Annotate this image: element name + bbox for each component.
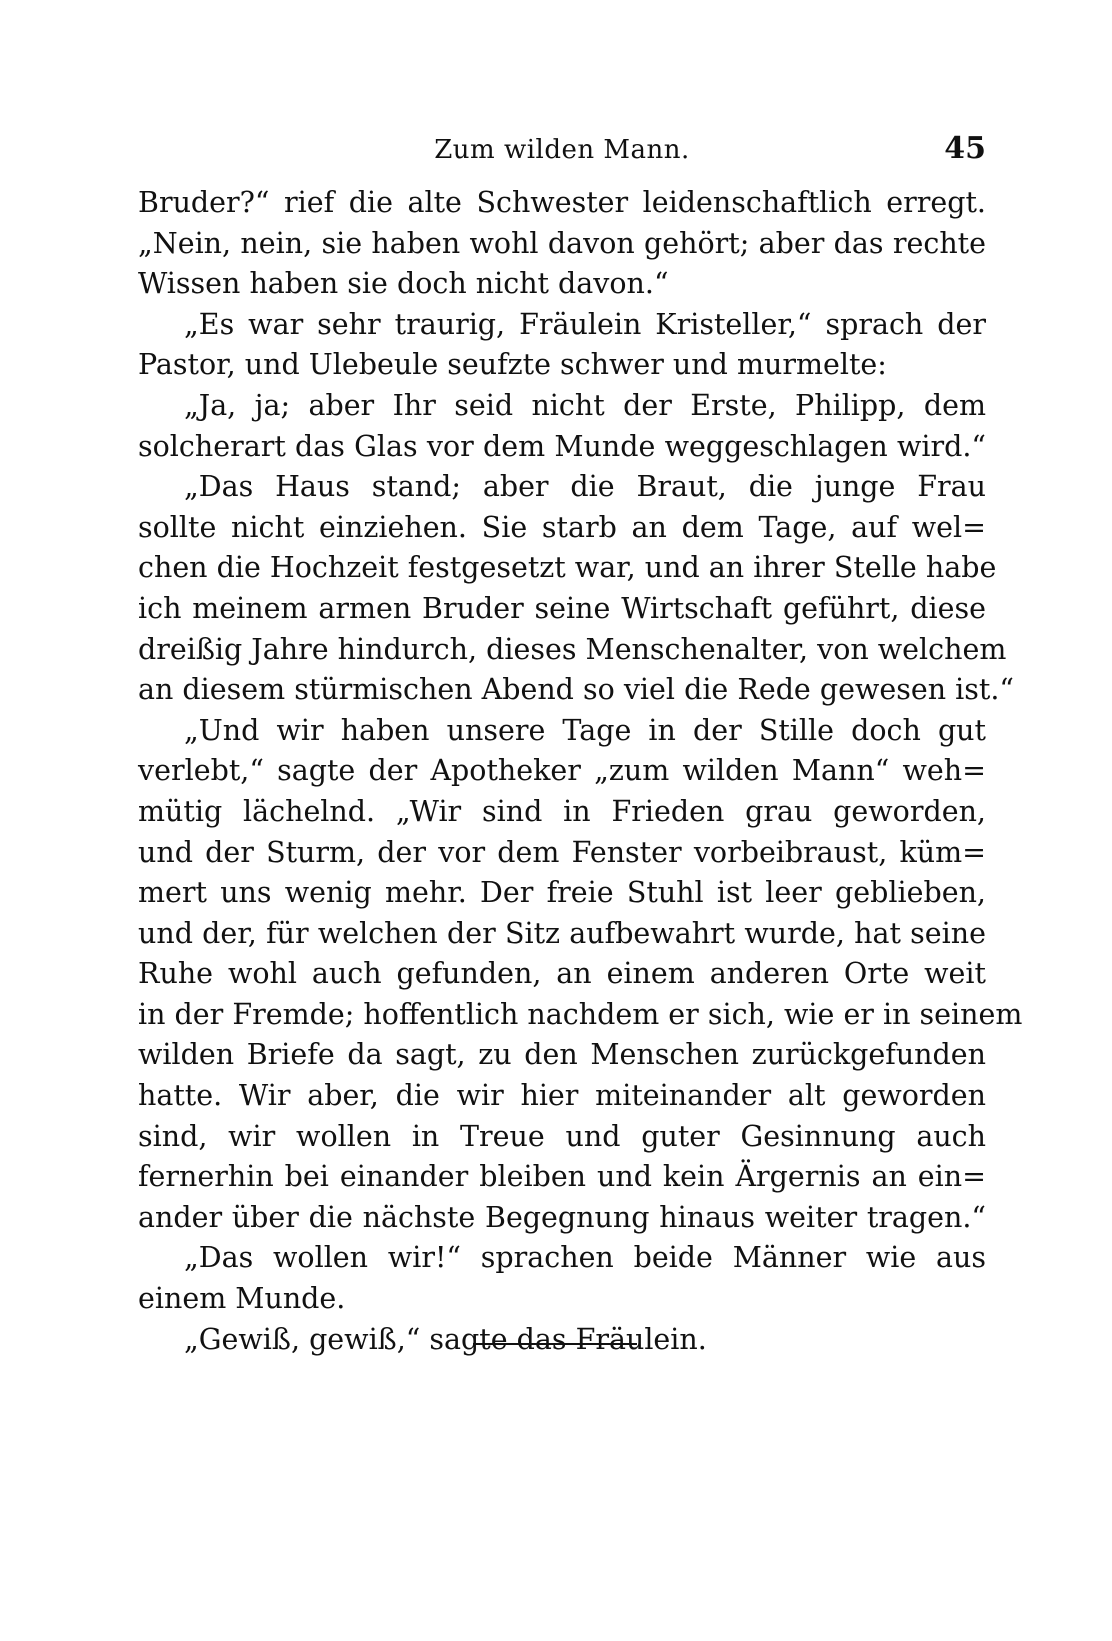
text-line: an diesem stürmischen Abend so viel die Rede gewesen ist.“ <box>138 673 1014 707</box>
text-line: und der Sturm, der vor dem Fenster vorbeibraust, küm= <box>138 835 986 869</box>
text-line: hatte. Wir aber, die wir hier miteinander alt geworden <box>138 1079 986 1113</box>
text-line: und der, für welchen der Sitz aufbewahrt wurde, hat seine <box>138 916 986 950</box>
running-title: Zum wilden Mann. <box>434 135 690 165</box>
text-line: „Ja, ja; aber Ihr seid nicht der Erste, Philipp, dem <box>184 388 986 422</box>
page-number: 45 <box>944 131 986 166</box>
text-line: „Nein, nein, sie haben wohl davon gehört; aber das rechte <box>138 226 986 260</box>
text-line: mütig lächelnd. „Wir sind in Frieden grau geworden, <box>138 794 986 828</box>
text-line: Pastor, und Ulebeule seufzte schwer und murmelte: <box>138 348 887 382</box>
text-line: wilden Briefe da sagt, zu den Menschen zurückgefunden <box>138 1038 986 1072</box>
text-line: „Das wollen wir!“ sprachen beide Männer wie aus <box>184 1241 986 1275</box>
text-line: chen die Hochzeit festgesetzt war, und an ihrer Stelle habe <box>138 551 997 585</box>
text-line: „Gewiß, gewiß,“ sagte das Fräulein. <box>184 1322 707 1356</box>
text-line: „Es war sehr traurig, Fräulein Kristeller,“ sprach der <box>184 307 986 341</box>
text-line: ich meinem armen Bruder seine Wirtschaft geführt, diese <box>138 591 986 625</box>
text-line: dreißig Jahre hindurch, dieses Menschenalter, von welchem <box>138 632 1007 666</box>
text-line: fernerhin bei einander bleiben und kein Ärgernis an ein= <box>138 1160 986 1194</box>
text-line: mert uns wenig mehr. Der freie Stuhl ist leer geblieben, <box>138 876 986 910</box>
text-line: solcherart das Glas vor dem Munde weggeschlagen wird.“ <box>138 429 986 463</box>
text-line: „Und wir haben unsere Tage in der Stille doch gut <box>184 713 986 747</box>
text-line: Wissen haben sie doch nicht davon.“ <box>138 267 669 301</box>
text-line: „Das Haus stand; aber die Braut, die junge Frau <box>184 470 986 504</box>
text-line: sind, wir wollen in Treue und guter Gesinnung auch <box>138 1119 986 1153</box>
body-text <box>138 183 1023 1360</box>
text-line: Bruder?“ rief die alte Schwester leidenschaftlich erregt. <box>138 186 986 219</box>
text-line: in der Fremde; hoffentlich nachdem er sich, wie er in seinem <box>138 997 1023 1031</box>
text-line: einem Munde. <box>138 1282 346 1316</box>
end-rule <box>473 1343 637 1345</box>
text-line: verlebt,“ sagte der Apotheker „zum wilden Mann“ weh= <box>138 754 986 788</box>
text-line: ander über die nächste Begegnung hinaus weiter tragen.“ <box>138 1200 986 1234</box>
page-header <box>138 131 986 175</box>
text-line: sollte nicht einziehen. Sie starb an dem Tage, auf wel= <box>138 510 986 544</box>
text-line: Ruhe wohl auch gefunden, an einem anderen Orte weit <box>138 957 986 991</box>
